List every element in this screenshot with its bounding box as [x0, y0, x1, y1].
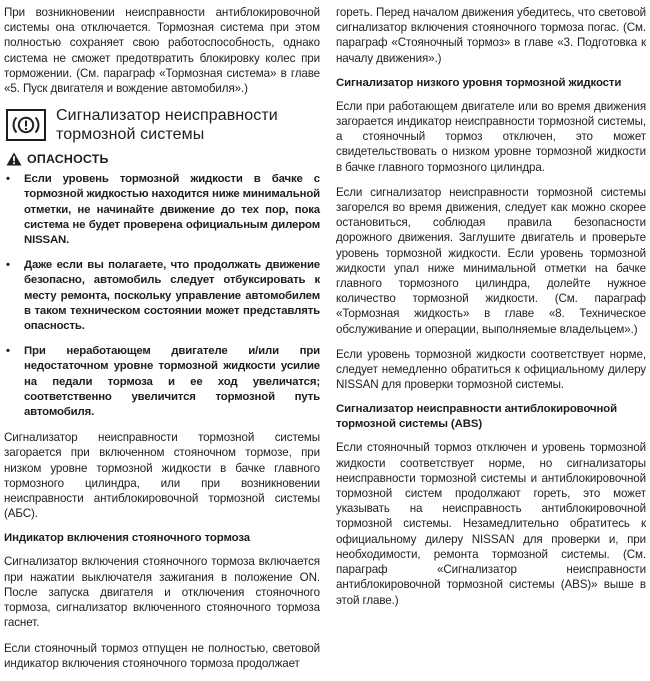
danger-header	[6, 152, 320, 166]
bullet-dot: •	[6, 259, 10, 272]
abs-paragraph: Если стояночный тормоз отключен и уровень тормозной жидкости соответствует норме, но сигнализаторы неисправности тормозной системы и антиблокировочной тормозной систем продолжают гореть, это может указывать на неисправность антиблокировочной тормозной системы. Незамедлительно обратитесь к официальному дилеру NISSAN для проверки и, при необходимости, ремонта тормозной системы. (См. параграф «Сигнализатор неисправности антиблокировочной тормозной системы (ABS)» выше в этой главе.)	[336, 441, 646, 607]
right-column	[336, 5, 646, 618]
low-fluid-paragraph-1: Если при работающем двигателе или во время движения загорается индикатор неисправности тормозной системы, а стояночный тормоз отключен, это может свидетельствовать о низком уровне тормозной жидкости в бачке главного тормозного цилиндра.	[336, 99, 646, 174]
danger-label: ОПАСНОСТЬ	[27, 152, 109, 167]
low-fluid-paragraph-2: Если сигнализатор неисправности тормозной системы загорелся во время движения, следует как можно скорее остановиться, соблюдая правила безопасности дорожного движения. Заглушите двигатель и проверьте уровень тормозной жидкости. Если уровень тормозной жидкости упал ниже минимальной отметки на бачке главного тормозного цилиндра, долейте нужное количество тормозной жидкости. (См. параграф «Тормозная жидкость» в главе «8. Техническое обслуживание и операции, выполняемые владельцем».)	[336, 185, 646, 336]
bullet-dot: •	[6, 173, 10, 186]
parking-brake-continued: гореть. Перед началом движения убедитесь, что световой сигнализатор включения стояночного тормоза погас. (См. параграф «Стояночный тормоз» в главе «3. Подготовка к началу движения».)	[336, 6, 646, 65]
danger-list-item: • При неработающем двигателе и/или при недостаточном уровне тормозной жидкости усилие на педали тормоза и ее ход увеличатся; соответственно увеличится тормозной путь автомобиля.	[6, 345, 320, 419]
parking-brake-paragraph-1: Сигнализатор включения стояночного тормоза включается при нажатии выключателя зажигания в положение ON. После запуска двигателя и отключения стояночного тормоза, сигнализатор включенного стояночного тормоза гаснет.	[4, 555, 320, 630]
parking-brake-heading: Индикатор включения стояночного тормоза	[4, 532, 251, 545]
parking-brake-paragraph-2: Если стояночный тормоз отпущен не полностью, световой индикатор включения стояночного тормоза продолжает	[4, 641, 320, 670]
danger-list-item: • Если уровень тормозной жидкости в бачке с тормозной жидкостью находится ниже минимальной отметки, не начинайте движение до тех пор, пока система не будет проверена официальным дилером NISSAN.	[6, 173, 320, 247]
abs-heading: Сигнализатор неисправности антиблокировочной тормозной системы (ABS)	[336, 403, 618, 431]
low-fluid-heading: Сигнализатор низкого уровня тормозной жидкости	[336, 76, 622, 89]
bullet-dot: •	[6, 345, 10, 358]
danger-list-item: • Даже если вы полагаете, что продолжать движение безопасно, автомобиль следует отбуксировать к месту ремонта, поскольку управление автомобилем в таком техническом состоянии может представлять опасность.	[6, 259, 320, 333]
warning-triangle-icon	[6, 152, 22, 166]
brake-indicator-header	[6, 106, 320, 144]
brake-warning-icon	[6, 109, 46, 141]
low-fluid-paragraph-3: Если уровень тормозной жидкости соответствует норме, следует немедленно обратиться к официальному дилеру NISSAN для проверки тормозной системы.	[336, 347, 646, 392]
brake-warning-paragraph: Сигнализатор неисправности тормозной системы загорается при включенном стояночном тормозе, при низком уровне тормозной жидкости в бачке главного тормозного цилиндра, или при возникновении неисправности антиблокировочной тормозной системы (АБС).	[4, 431, 320, 521]
abs-intro-paragraph: При возникновении неисправности антиблокировочной системы она отключается. Тормозная система при этом полностью сохраняет свою работоспособность, однако система не сможет предотвратить блокировку колес при торможении. (См. параграф «Тормозная система» в главе «5. Пуск двигателя и вождение автомобиля».)	[4, 6, 320, 96]
brake-indicator-title: Сигнализатор неисправности тормозной системы	[56, 107, 278, 144]
left-column	[4, 5, 320, 681]
danger-list	[4, 172, 320, 420]
